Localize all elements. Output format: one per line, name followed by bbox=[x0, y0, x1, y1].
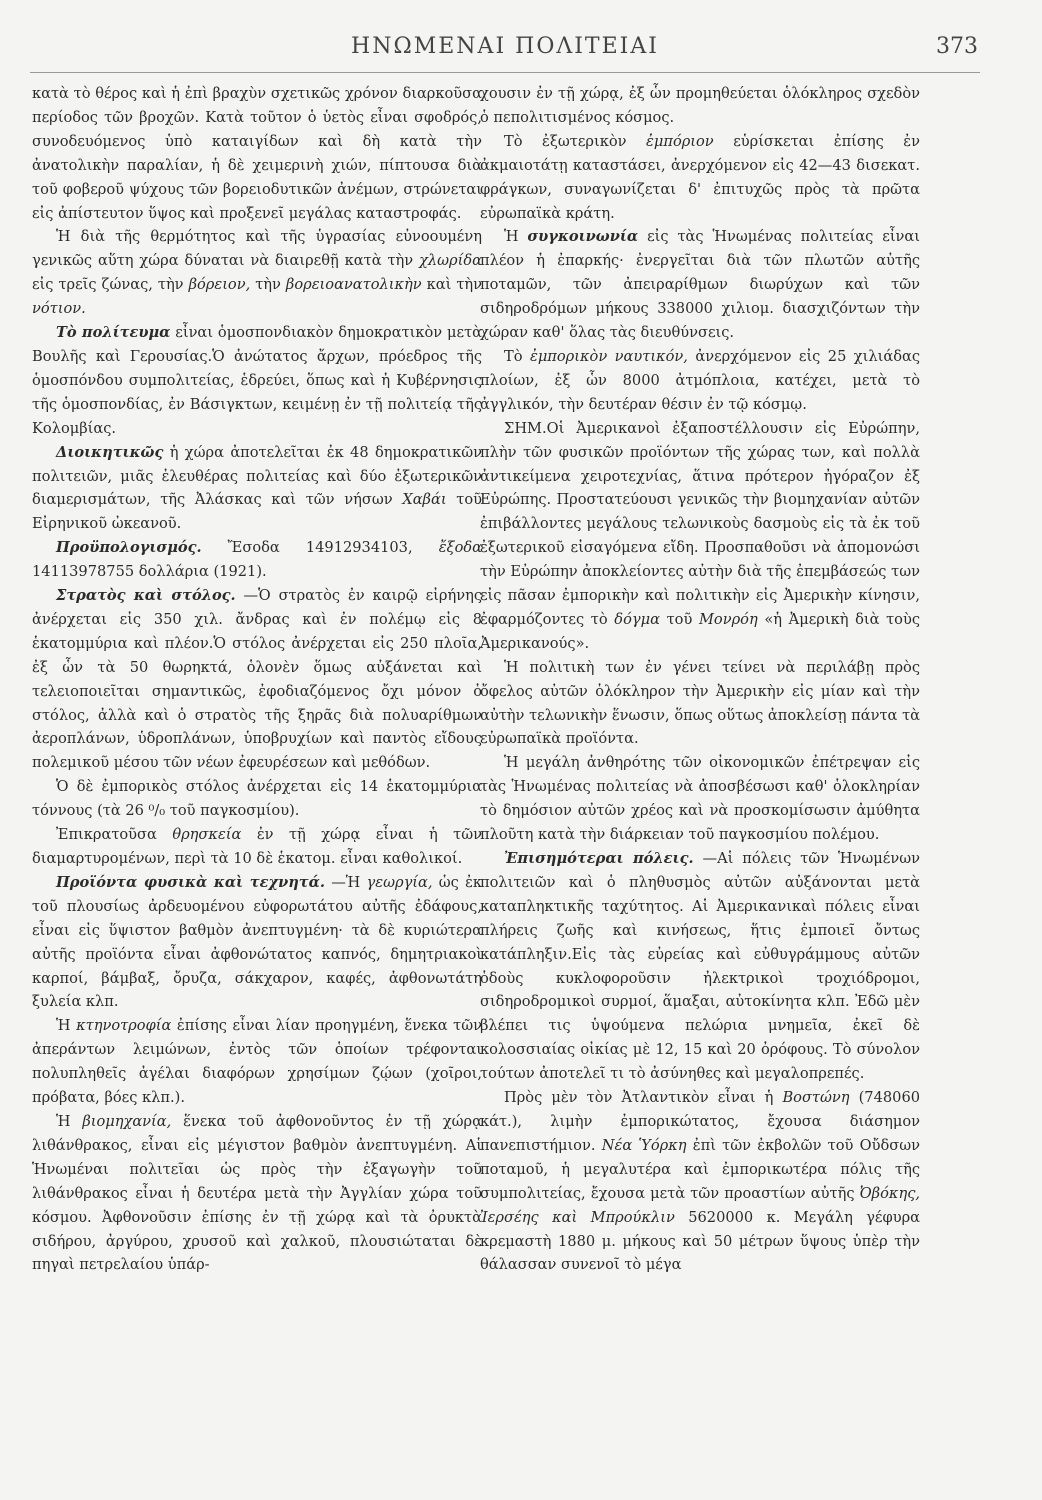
running-title: ΗΝΩΜΕΝΑΙ ΠΟΛΙΤΕΙΑΙ bbox=[351, 34, 659, 59]
paragraph-policy: Ἡ πολιτικὴ των ἐν γένει τείνει νὰ περιλάβῃ πρὸς ὄφελος αὐτῶν ὁλόκληρον τὴν Ἀμερικὴν εἰς μίαν καὶ τὴν αὐτὴν τελωνικὴν ἕνωσιν, ὅπως οὕτως ἀποκλείσῃ πάντα τὰ εὐρωπαϊκὰ προϊόντα. bbox=[480, 658, 920, 748]
paragraph-note: ΣΗΜ.Οἱ Ἀμερικανοὶ ἐξαποστέλλουσιν εἰς Εὐρώπην, πλὴν τῶν φυσικῶν προϊόντων τῆς χώρας των, καὶ πολλὰ ἀντικείμενα χειροτεχνίας, ἅτινα πρότερον ἠγόραζον ἐξ Εὐρώπης. Προστατεύουσι γενικῶς τὴν βιομηχανίαν αὐτῶν ἐπιβάλλοντες μεγάλους τελωνικοὺς δασμοὺς εἰς τὰ ἐκ τοῦ ἐξωτερικοῦ εἰσαγόμενα εἴδη. Προσπαθοῦσι νὰ ἀπομονώσι τὴν Εὐρώπην ἀποκλείοντες αὐτὴν διὰ τῆς ἐπεμβάσεώς των εἰς πᾶσαν ἐμπορικὴν καὶ πολιτικὴν εἰς Ἀμερικὴν κίνησιν, ἐφαρμόζοντες τὸ δόγμα τοῦ Μονρόη «ἡ Ἀμερικὴ διὰ τοὺς Ἀμερικανούς». bbox=[480, 419, 921, 652]
paragraph-industry: Ἡ βιομηχανία, ἕνεκα τοῦ ἀφθονοῦντος ἐν τῇ χώρᾳ λιθάνθρακος, εἶναι εἰς μέγιστον βαθμὸν ἀνεπτυγμένη. Αἱ Ἡνωμέναι πολιτεῖαι ὡς πρὸς τὴν ἐξαγωγὴν τοῦ λιθάνθρακος εἶναι ἡ δευτέρα μετὰ τὴν Ἀγγλίαν χώρα τοῦ κόσμου. Ἀφθονοῦσιν ἐπίσης ἐν τῇ χώρᾳ καὶ τὰ ὀρυκτὰ σιδήρου, ἀργύρου, χρυσοῦ καὶ χαλκοῦ, πλουσιώταται δὲ πηγαὶ πετρελαίου ὑπάρ- bbox=[32, 1112, 482, 1274]
paragraph-polity: Τὸ πολίτευμα εἶναι ὁμοσπονδιακὸν δημοκρατικὸν μετὰ Βουλῆς καὶ Γερουσίας.Ὁ ἀνώτατος ἄρχων, πρόεδρος τῆς ὁμοσπόνδου συμπολιτείας, ἑδρεύει, ὅπως καὶ ἡ Κυβέρνησις τῆς ὁμοσπονδίας, ἐν Βάσιγκτων, κειμένῃ ἐν τῇ πολιτείᾳ τῆς Κολομβίας. bbox=[32, 324, 483, 437]
section-heading: Στρατὸς καὶ στόλος. bbox=[56, 587, 236, 605]
paragraph-army: Στρατὸς καὶ στόλος. —Ὁ στρατὸς ἐν καιρῷ εἰρήνης ἀνέρχεται εἰς 350 χιλ. ἄνδρας καὶ ἐν πολέμῳ εἰς 8 ἑκατομμύρια καὶ πλέον.Ὁ στόλος ἀνέρχεται εἰς 250 πλοῖα, ἐξ ὧν τὰ 50 θωρηκτά, ὁλονὲν ὅμως αὐξάνεται καὶ τελειοποιεῖται σημαντικῶς, ἐφοδιαζόμενος ὄχι μόνον ὁ στόλος, ἀλλὰ καὶ ὁ στρατὸς τῆς ξηρᾶς διὰ πολυαρίθμων ἀεροπλάνων, ὑδροπλάνων, ὑποβρυχίων καὶ παντὸς εἴδους πολεμικοῦ μέσου τῶν νέων ἐφευρέσεων καὶ μεθόδων. bbox=[32, 587, 482, 772]
section-heading: συγκοινωνία bbox=[527, 228, 639, 246]
paragraph-products: Προϊόντα φυσικὰ καὶ τεχνητά. —Ἡ γεωργία, ὡς ἐκ τοῦ πλουσίως ἀρδευομένου εὐφορωτάτου αὐτῆς ἐδάφους, εἶναι εἰς ὕψιστον βαθμὸν ἀνεπτυγμένη· τὰ δὲ κυριώτερα αὐτῆς προϊόντα εἶναι ἀφθονώτατος καπνός, δημητριακοὶ καρποί, βάμβαξ, ὄρυζα, σάκχαρον, καφές, ἀφθονωτάτη ξυλεία κλπ. bbox=[32, 873, 483, 1011]
paragraph-administration: Διοικητικῶς ἡ χώρα ἀποτελεῖται ἐκ 48 δημοκρατικῶν πολιτειῶν, μιᾶς ἐλευθέρας πολιτείας καὶ δύο ἐξωτερικῶν διαμερισμάτων, τῆς Ἀλάσκας καὶ τῶν νήσων Χαβάι τοῦ Εἰρηνικοῦ ὠκεανοῦ. bbox=[32, 443, 483, 533]
paragraph-religion: Ἐπικρατοῦσα θρησκεία ἐν τῇ χώρᾳ εἶναι ἡ τῶν διαμαρτυρομένων, περὶ τὰ 10 δὲ ἑκατομ. εἶναι καθολικοί. bbox=[32, 826, 482, 867]
left-column bbox=[32, 82, 482, 1277]
running-header bbox=[30, 32, 980, 73]
paragraph-livestock: Ἡ κτηνοτροφία ἐπίσης εἶναι λίαν προηγμένη, ἕνεκα τῶν ἀπεράντων λειμώνων, ἐντὸς τῶν ὁποίων τρέφονται πολυπληθεῖς ἀγέλαι διαφόρων χρησίμων ζῴων (χοῖροι, πρόβατα, βόες κλπ.). bbox=[32, 1017, 483, 1107]
section-heading: Τὸ πολίτευμα bbox=[56, 324, 171, 342]
section-heading: Διοικητικῶς bbox=[56, 443, 164, 461]
paragraph-oil: χουσιν ἐν τῇ χώρᾳ, ἐξ ὧν προμηθεύεται ὁλόκληρος σχεδὸν ὁ πεπολιτισμένος κόσμος. bbox=[480, 85, 920, 126]
section-heading: Προϊόντα φυσικὰ καὶ τεχνητά. bbox=[56, 873, 325, 891]
paragraph-cities: Ἐπισημότεραι πόλεις. —Αἱ πόλεις τῶν Ἡνωμένων πολιτειῶν καὶ ὁ πληθυσμὸς αὐτῶν αὐξάνονται μετὰ καταπληκτικῆς ταχύτητος. Αἱ Ἀμερικανικαὶ πόλεις εἶναι πλήρεις ζωῆς καὶ κινήσεως, ἥτις ἐμποιεῖ ὄντως κατάπληξιν.Εἰς τὰς εὐρείας καὶ εὐθυγράμμους αὐτῶν ὁδοὺς κυκλοφοροῦσιν ἠλεκτρικοὶ τροχιόδρομοι, σιδηροδρομικοὶ συρμοί, ἅμαξαι, αὐτοκίνητα κλπ. Ἐδῶ μὲν βλέπει τις ὑψούμενα πελώρια μνημεῖα, ἐκεῖ δὲ κολοσσιαίας οἰκίας μὲ 12, 15 καὶ 20 ὀρόφους. Τὸ σύνολον τούτων ἀποτελεῖ τι τὸ ἀσύνηθες καὶ μεγαλοπρεπές. bbox=[480, 850, 920, 1083]
paragraph-boston-newyork: Πρὸς μὲν τὸν Ἀτλαντικὸν εἶναι ἡ Βοστώνη (748060 κάτ.), λιμὴν ἐμπορικώτατος, ἔχουσα διάσημον πανεπιστήμιον. Νέα Ὑόρκη ἐπὶ τῶν ἐκβολῶν τοῦ Οὔδσων ποταμοῦ, ἡ μεγαλυτέρα καὶ ἐμπορικωτέρα πόλις τῆς συμπολιτείας, ἔχουσα μετὰ τῶν προαστίων αὐτῆς Ὀβόκης, Ἰερσέης καὶ Μπρούκλιν 5620000 κ. Μεγάλη γέφυρα κρεμαστὴ 1880 μ. μήκους καὶ 50 μέτρων ὕψους ὑπὲρ τὴν θάλασσαν συνενοῖ τὸ μέγα bbox=[480, 1089, 921, 1274]
section-heading: Προϋπολογισμός. bbox=[56, 539, 202, 557]
page-number: 373 bbox=[936, 34, 978, 59]
paragraph-merchant-navy: Τὸ ἐμπορικὸν ναυτικόν, ἀνερχόμενον εἰς 25 χιλιάδας πλοίων, ἐξ ὧν 8000 ἀτμόπλοια, κατέχει, μετὰ τὸ ἀγγλικόν, τὴν δευτέραν θέσιν ἐν τῷ κόσμῳ. bbox=[480, 347, 921, 413]
paragraph-budget: Προϋπολογισμός. Ἔσοδα 14912934103, ἔξοδα 14113978755 δολλάρια (1921). bbox=[32, 539, 482, 581]
paragraph-transport: Ἡ συγκοινωνία εἰς τὰς Ἡνωμένας πολιτείας εἶναι πλέον ἡ ἐπαρκής· ἐνεργεῖται διὰ τῶν πλωτῶν αὐτῆς ποταμῶν, τῶν ἀπειραρίθμων διωρύχων καὶ τῶν σιδηροδρόμων μήκους 338000 χιλιομ. διασχιζόντων τὴν χώραν καθ' ὅλας τὰς διευθύνσεις. bbox=[480, 228, 921, 342]
right-column bbox=[480, 82, 920, 1277]
paragraph-flora: Ἡ διὰ τῆς θερμότητος καὶ τῆς ὑγρασίας εὐνοουμένη γενικῶς αὕτη χώρα δύναται νὰ διαιρεθῇ κατὰ τὴν χλωρίδα εἰς τρεῖς ζώνας, τὴν βόρειον, τὴν βορειοανατολικὴν καὶ τὴν νότιον. bbox=[32, 228, 483, 318]
paragraph-climate: κατὰ τὸ θέρος καὶ ἡ ἐπὶ βραχὺν σχετικῶς χρόνον διαρκοῦσα περίοδος τῶν βροχῶν. Κατὰ τοῦτον ὁ ὑετὸς εἶναι σφοδρός, συνοδευόμενος ὑπὸ καταιγίδων καὶ δὴ κατὰ τὴν ἀνατολικὴν παραλίαν, ἡ δὲ χειμερινὴ χιών, πίπτουσα διὰ τοῦ φοβεροῦ ψύχους τῶν βορειοδυτικῶν ἀνέμων, στρώνεται εἰς ἀπίστευτον ὕψος καὶ προξενεῖ μεγάλας καταστροφάς. bbox=[32, 85, 482, 222]
paragraph-merchant-fleet: Ὁ δὲ ἐμπορικὸς στόλος ἀνέρχεται εἰς 14 ἑκατομμύρια τόννους (τὰ 26 ⁰/₀ τοῦ παγκοσμίου). bbox=[32, 778, 482, 820]
paragraph-trade: Τὸ ἐξωτερικὸν ἐμπόριον εὑρίσκεται ἐπίσης ἐν ἀκμαιοτάτῃ καταστάσει, ἀνερχόμενον εἰς 42—43 δισεκατ. φράγκων, συναγωνίζεται δ' ἐπιτυχῶς πρὸς τὰ πρῶτα εὐρωπαϊκὰ κράτη. bbox=[480, 132, 920, 222]
section-heading: Ἐπισημότεραι πόλεις. bbox=[504, 850, 694, 867]
paragraph-finance: Ἡ μεγάλη ἀνθηρότης τῶν οἰκονομικῶν ἐπέτρεψαν εἰς τὰς Ἡνωμένας πολιτείας νὰ ἀποσβέσωσι καθ' ὁλοκληρίαν τὸ δημόσιον αὐτῶν χρέος καὶ νὰ προσκομίσωσιν ἀμύθητα πλοῦτη κατὰ τὴν διάρκειαν τοῦ παγκοσμίου πολέμου. bbox=[480, 754, 920, 844]
